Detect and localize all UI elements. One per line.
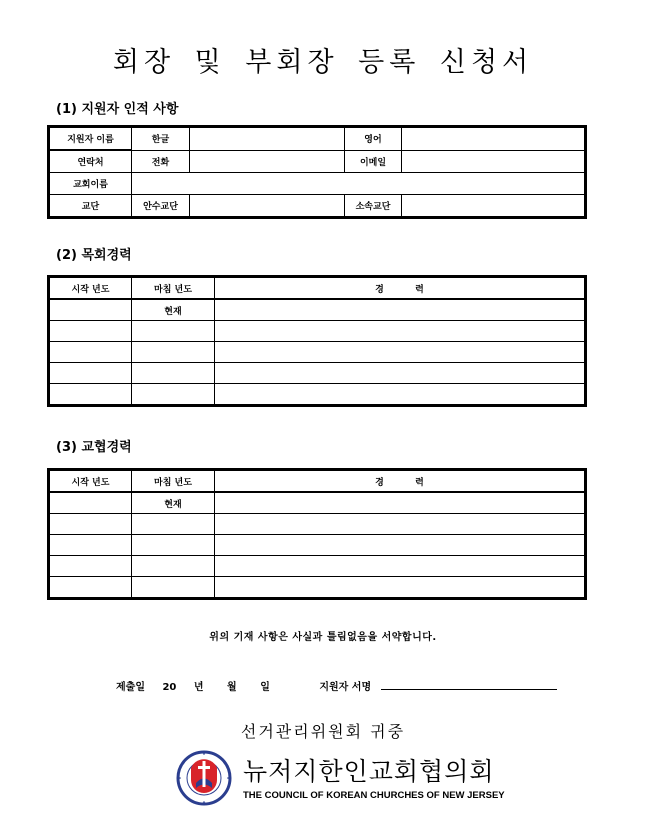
section2-heading: (2) 목회경력 xyxy=(56,248,132,263)
col-end-year: 마침 년도 xyxy=(132,470,215,493)
year-unit: 년 xyxy=(193,682,204,693)
end-year-cell[interactable] xyxy=(132,363,215,384)
church-name-input[interactable] xyxy=(132,173,586,195)
career-cell[interactable] xyxy=(215,342,586,363)
signature-label: 지원자 서명 xyxy=(319,682,372,693)
month-unit: 월 xyxy=(227,682,237,693)
applicant-info-table xyxy=(47,125,587,219)
submit-date-label: 제출일 xyxy=(116,682,145,693)
col-career: 경 력 xyxy=(215,277,586,300)
start-year-cell[interactable] xyxy=(49,492,132,514)
end-year-cell[interactable] xyxy=(132,535,215,556)
year-prefix: 20 xyxy=(162,682,177,693)
col-start-year: 시작 년도 xyxy=(49,470,132,493)
denomination-label: 교단 xyxy=(49,195,132,218)
current-cell: 현재 xyxy=(132,299,215,321)
submission-line xyxy=(116,678,557,693)
ministry-career-table xyxy=(47,275,587,407)
start-year-cell[interactable] xyxy=(49,363,132,384)
start-year-cell[interactable] xyxy=(49,535,132,556)
col-career: 경 력 xyxy=(215,470,586,493)
career-cell[interactable] xyxy=(215,299,586,321)
col-end-year: 마침 년도 xyxy=(132,277,215,300)
ordination-denom-input[interactable] xyxy=(190,195,345,218)
start-year-cell[interactable] xyxy=(49,299,132,321)
start-year-cell[interactable] xyxy=(49,342,132,363)
career-cell[interactable] xyxy=(215,321,586,342)
page-title: 회장 및 부회장 등록 신청서 xyxy=(112,47,534,78)
start-year-cell[interactable] xyxy=(49,321,132,342)
email-input[interactable] xyxy=(402,150,586,173)
end-year-cell[interactable] xyxy=(132,577,215,599)
council-career-table xyxy=(47,468,587,600)
name-label: 지원자 이름 xyxy=(49,127,132,151)
contact-label: 연락처 xyxy=(49,150,132,173)
recipient-line: 선거관리위원회 귀중 xyxy=(240,722,406,741)
pledge-statement: 위의 기재 사항은 사실과 틀림없음을 서약합니다. xyxy=(209,632,437,643)
career-cell[interactable] xyxy=(215,577,586,599)
section3-heading: (3) 교협경력 xyxy=(56,440,132,455)
affiliated-denom-label: 소속교단 xyxy=(345,195,402,218)
end-year-cell[interactable] xyxy=(132,556,215,577)
career-cell[interactable] xyxy=(215,492,586,514)
end-year-cell[interactable] xyxy=(132,514,215,535)
section1-heading: (1) 지원자 인적 사항 xyxy=(56,102,179,117)
end-year-cell[interactable] xyxy=(132,321,215,342)
affiliated-denom-input[interactable] xyxy=(402,195,586,218)
english-name-input[interactable] xyxy=(402,127,586,151)
council-seal-logo xyxy=(176,750,232,806)
start-year-cell[interactable] xyxy=(49,556,132,577)
korean-name-input[interactable] xyxy=(190,127,345,151)
start-year-cell[interactable] xyxy=(49,577,132,599)
current-cell: 현재 xyxy=(132,492,215,514)
signature-field[interactable] xyxy=(381,680,557,690)
end-year-cell[interactable] xyxy=(132,342,215,363)
org-name-korean: 뉴저지한인교회협의회 xyxy=(243,757,495,786)
end-year-cell[interactable] xyxy=(132,384,215,406)
church-label: 교회이름 xyxy=(49,173,132,195)
career-cell[interactable] xyxy=(215,556,586,577)
day-unit: 일 xyxy=(260,682,270,693)
career-cell[interactable] xyxy=(215,535,586,556)
career-cell[interactable] xyxy=(215,384,586,406)
col-start-year: 시작 년도 xyxy=(49,277,132,300)
career-cell[interactable] xyxy=(215,514,586,535)
career-cell[interactable] xyxy=(215,363,586,384)
start-year-cell[interactable] xyxy=(49,384,132,406)
english-label: 영어 xyxy=(345,127,402,151)
ordination-denom-label: 안수교단 xyxy=(132,195,190,218)
phone-input[interactable] xyxy=(190,150,345,173)
org-name-english: THE COUNCIL OF KOREAN CHURCHES OF NEW JERSEY xyxy=(243,790,505,801)
phone-label: 전화 xyxy=(132,150,190,173)
start-year-cell[interactable] xyxy=(49,514,132,535)
email-label: 이메일 xyxy=(345,150,402,173)
korean-label: 한글 xyxy=(132,127,190,151)
